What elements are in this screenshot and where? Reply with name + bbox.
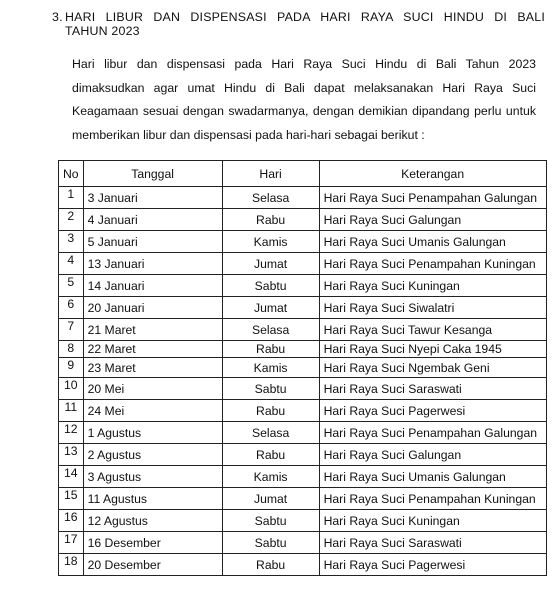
cell-no: 9: [59, 358, 84, 378]
section-number: 3.: [52, 10, 63, 24]
cell-tanggal: 1 Agustus: [83, 422, 222, 444]
cell-hari: Kamis: [222, 231, 319, 253]
cell-keterangan: Hari Raya Suci Penampahan Kuningan: [319, 488, 546, 510]
cell-no: 2: [59, 209, 84, 231]
cell-tanggal: 22 Maret: [83, 341, 222, 358]
cell-no: 18: [59, 554, 84, 576]
cell-keterangan: Hari Raya Suci Nyepi Caka 1945: [319, 341, 546, 358]
cell-keterangan: Hari Raya Suci Umanis Galungan: [319, 231, 546, 253]
cell-no: 5: [59, 275, 84, 297]
cell-keterangan: Hari Raya Suci Saraswati: [319, 532, 546, 554]
cell-keterangan: Hari Raya Suci Penampahan Galungan: [319, 422, 546, 444]
cell-hari: Rabu: [222, 341, 319, 358]
cell-tanggal: 20 Mei: [83, 378, 222, 400]
cell-no: 13: [59, 444, 84, 466]
table-row: [59, 358, 547, 378]
cell-hari: Rabu: [222, 554, 319, 576]
cell-no: 8: [59, 341, 84, 358]
table-row: [59, 422, 547, 444]
cell-no: 17: [59, 532, 84, 554]
cell-no: 15: [59, 488, 84, 510]
section-title-line2: TAHUN 2023: [65, 24, 140, 38]
cell-hari: Sabtu: [222, 510, 319, 532]
paragraph-line: memberikan libur dan dispensasi pada hari-hari sebagai berikut :: [72, 127, 425, 142]
cell-tanggal: 14 Januari: [83, 275, 222, 297]
cell-tanggal: 20 Januari: [83, 297, 222, 319]
cell-keterangan: Hari Raya Suci Pagerwesi: [319, 554, 546, 576]
table-row: [59, 209, 547, 231]
cell-hari: Rabu: [222, 444, 319, 466]
cell-keterangan: Hari Raya Suci Kuningan: [319, 510, 546, 532]
cell-no: 14: [59, 466, 84, 488]
cell-no: 1: [59, 187, 84, 209]
cell-keterangan: Hari Raya Suci Galungan: [319, 209, 546, 231]
cell-tanggal: 13 Januari: [83, 253, 222, 275]
table-row: [59, 231, 547, 253]
table-row: [59, 444, 547, 466]
header-hari: Hari: [222, 161, 319, 187]
header-no: No: [59, 161, 84, 187]
cell-keterangan: Hari Raya Suci Penampahan Kuningan: [319, 253, 546, 275]
table-body: [59, 187, 547, 576]
cell-tanggal: 16 Desember: [83, 532, 222, 554]
cell-keterangan: Hari Raya Suci Pagerwesi: [319, 400, 546, 422]
cell-keterangan: Hari Raya Suci Siwalatri: [319, 297, 546, 319]
cell-hari: Rabu: [222, 209, 319, 231]
table-row: [59, 187, 547, 209]
cell-no: 3: [59, 231, 84, 253]
header-keterangan: Keterangan: [319, 161, 546, 187]
cell-hari: Jumat: [222, 488, 319, 510]
cell-hari: Kamis: [222, 466, 319, 488]
cell-hari: Sabtu: [222, 378, 319, 400]
cell-no: 4: [59, 253, 84, 275]
cell-tanggal: 23 Maret: [83, 358, 222, 378]
cell-keterangan: Hari Raya Suci Penampahan Galungan: [319, 187, 546, 209]
cell-hari: Kamis: [222, 358, 319, 378]
table-row: [59, 532, 547, 554]
cell-tanggal: 3 Agustus: [83, 466, 222, 488]
cell-hari: Sabtu: [222, 275, 319, 297]
cell-tanggal: 21 Maret: [83, 319, 222, 341]
cell-tanggal: 5 Januari: [83, 231, 222, 253]
cell-keterangan: Hari Raya Suci Tawur Kesanga: [319, 319, 546, 341]
cell-tanggal: 11 Agustus: [83, 488, 222, 510]
table-header-row: [59, 161, 547, 187]
cell-hari: Selasa: [222, 422, 319, 444]
cell-keterangan: Hari Raya Suci Ngembak Geni: [319, 358, 546, 378]
cell-keterangan: Hari Raya Suci Kuningan: [319, 275, 546, 297]
table-row: [59, 488, 547, 510]
table-row: [59, 253, 547, 275]
table-row: [59, 297, 547, 319]
cell-keterangan: Hari Raya Suci Galungan: [319, 444, 546, 466]
cell-hari: Jumat: [222, 253, 319, 275]
table-row: [59, 319, 547, 341]
paragraph-line: dimaksudkan agar umat Hindu di Bali dapat melaksanakan Hari Raya Suci: [72, 80, 536, 95]
paragraph-line: Keagamaan sesuai dengan swadarmanya, dengan demikian dipandang perlu untuk: [72, 104, 536, 118]
cell-tanggal: 24 Mei: [83, 400, 222, 422]
intro-paragraph: [72, 53, 536, 147]
table-row: [59, 378, 547, 400]
cell-tanggal: 12 Agustus: [83, 510, 222, 532]
cell-tanggal: 3 Januari: [83, 187, 222, 209]
cell-hari: Rabu: [222, 400, 319, 422]
header-tanggal: Tanggal: [83, 161, 222, 187]
cell-hari: Jumat: [222, 297, 319, 319]
cell-hari: Selasa: [222, 187, 319, 209]
holiday-table: [58, 160, 547, 576]
paragraph-line: Hari libur dan dispensasi pada Hari Raya Suci Hindu di Bali Tahun 2023: [72, 57, 536, 71]
cell-tanggal: 2 Agustus: [83, 444, 222, 466]
table-row: [59, 400, 547, 422]
cell-hari: Selasa: [222, 319, 319, 341]
table-row: [59, 554, 547, 576]
cell-keterangan: Hari Raya Suci Umanis Galungan: [319, 466, 546, 488]
table-row: [59, 466, 547, 488]
cell-tanggal: 20 Desember: [83, 554, 222, 576]
cell-keterangan: Hari Raya Suci Saraswati: [319, 378, 546, 400]
cell-tanggal: 4 Januari: [83, 209, 222, 231]
cell-no: 7: [59, 319, 84, 341]
cell-no: 11: [59, 400, 84, 422]
cell-no: 16: [59, 510, 84, 532]
section-title-line1: HARI LIBUR DAN DISPENSASI PADA HARI RAYA SUCI HINDU DI BALI: [65, 10, 545, 24]
table-row: [59, 275, 547, 297]
cell-no: 10: [59, 378, 84, 400]
cell-no: 6: [59, 297, 84, 319]
cell-hari: Sabtu: [222, 532, 319, 554]
cell-no: 12: [59, 422, 84, 444]
table-row: [59, 341, 547, 358]
table-row: [59, 510, 547, 532]
